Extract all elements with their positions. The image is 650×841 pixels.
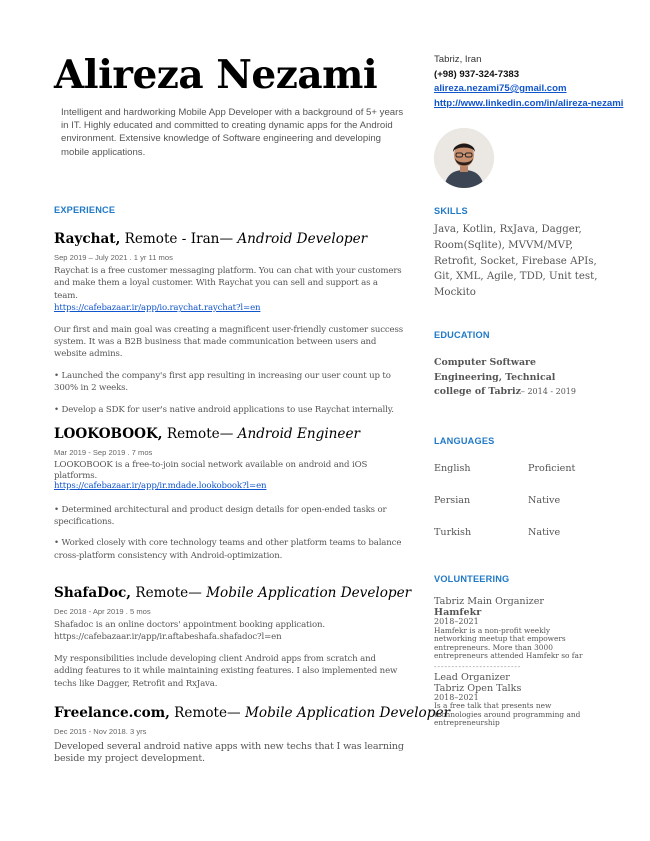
language-row: [434, 463, 594, 474]
job-date: Mar 2019 - Sep 2019 . 7 mos: [54, 448, 153, 457]
job-bullet: • Worked closely with core technology teams and other platform teams to balance cross-platform consistency with Android-optimization.: [54, 538, 402, 561]
job-role: Android Developer: [237, 231, 368, 247]
education-entry: [434, 356, 584, 400]
job-bullet: • Determined architectural and product design details for open-ended tasks or specifications.: [54, 504, 387, 527]
avatar: [434, 128, 494, 188]
job-company: LOOKOBOOK,: [54, 426, 163, 442]
language-row: [434, 527, 594, 538]
contact-city: Tabriz, Iran: [434, 54, 482, 65]
volunteer-years: 2018–2021: [434, 692, 479, 702]
job-app-link[interactable]: https://cafebazaar.ir/app/ir.mdade.lookobook?l=en: [54, 481, 267, 491]
summary: Intelligent and hardworking Mobile App Developer with a background of 5+ years in IT. Highly educated and committed to creating dynamic apps for the Android environment. Extensive knowledge of Software engineering and developing mobile applications.: [61, 107, 404, 158]
language-level: Native: [528, 495, 561, 506]
job-description-text: Raychat is a free customer messaging platform. You can chat with your customers and make them a loyal customer. With Raychat you can sell and support as a team.: [54, 266, 402, 301]
volunteer-description: Is a free talk that presents new technologies around programming and entrepreneurship: [434, 701, 581, 727]
job-description: Developed several android native apps with new techs that I was learning beside my project development.: [54, 741, 404, 764]
job-role: Android Engineer: [237, 426, 361, 442]
languages-heading: LANGUAGES: [434, 436, 495, 446]
job-location: Remote—: [131, 585, 207, 601]
volunteer-role: Lead Organizer: [434, 671, 510, 683]
job-title: [54, 426, 404, 442]
volunteer-org: Tabriz Open Talks: [434, 682, 522, 694]
skills-list: Java, Kotlin, RxJava, Dagger, Room(Sqlite), MVVM/MVP, Retrofit, Socket, Firebase APIs, Git, XML, Agile, TDD, Unit test, Mockito: [434, 224, 598, 299]
volunteering-heading: VOLUNTEERING: [434, 574, 510, 584]
job-description: [54, 619, 404, 644]
job-bullet: • Launched the company's first app resulting in increasing our user count up to 300% in 2 weeks.: [54, 370, 391, 394]
job-app-link[interactable]: https://cafebazaar.ir/app/io.raychat.raychat?l=en: [54, 303, 261, 314]
language-name: Persian: [434, 495, 471, 506]
job-bullet: • Develop a SDK for user's native android applications to use Raychat internally.: [54, 404, 394, 415]
job-location: Remote—: [169, 705, 245, 721]
job-description-text: Shafadoc is an online doctors' appointment booking application.: [54, 620, 325, 630]
job-title: [54, 585, 412, 601]
language-row: [434, 495, 594, 506]
job-entry: [54, 231, 404, 416]
job-location: Remote - Iran—: [120, 231, 238, 247]
job-app-link[interactable]: https://cafebazaar.ir/app/ir.aftabeshafa.shafadoc?l=en: [54, 632, 282, 643]
job-company: ShafaDoc,: [54, 585, 132, 601]
volunteering-list: [434, 596, 584, 728]
education-degree: Computer Software Engineering, Technical college of Tabriz: [434, 357, 556, 398]
language-name: English: [434, 463, 471, 474]
language-level: Native: [528, 527, 561, 538]
skills-heading: SKILLS: [434, 206, 468, 216]
resume-name: Alireza Nezami: [54, 52, 378, 98]
contact-block: [434, 53, 624, 111]
job-entry: [54, 705, 450, 765]
language-level: Proficient: [528, 463, 576, 474]
volunteer-org: Hamfekr: [434, 607, 482, 618]
job-title: [54, 705, 450, 721]
job-role: Mobile Application Developer: [206, 585, 412, 601]
contact-linkedin-link[interactable]: http://www.linkedin.com/in/alireza-nezami: [434, 97, 624, 109]
job-description-text: LOOKOBOOK is a free-to-join social network available on android and iOS platforms.: [54, 460, 368, 481]
job-description: [54, 265, 404, 315]
experience-heading: EXPERIENCE: [54, 205, 116, 215]
job-company: Raychat,: [54, 231, 121, 247]
volunteer-years: 2018–2021: [434, 617, 479, 626]
job-entry: [54, 585, 412, 690]
job-role: Mobile Application Developer: [244, 705, 450, 721]
job-paragraph: Our first and main goal was creating a magnificent user-friendly customer success system. It was a B2B business that made communication between users and website admins.: [54, 324, 404, 360]
language-name: Turkish: [434, 527, 472, 538]
education-years: – 2014 - 2019: [520, 387, 576, 397]
volunteer-role: Tabriz Main Organizer: [434, 596, 544, 607]
job-date: Dec 2018 - Apr 2019 . 5 mos: [54, 607, 151, 616]
job-date: Dec 2015 - Nov 2018. 3 yrs: [54, 727, 147, 736]
divider: -------------------------: [434, 661, 522, 671]
job-location: Remote—: [162, 426, 238, 442]
job-paragraph: My responsibilities include developing client Android apps from scratch and adding features to it while maintaining existing features. I also implemented new techs like Dagger, Retrofit and RxJava.: [54, 653, 398, 689]
job-company: Freelance.com,: [54, 705, 170, 721]
volunteer-description: Hamfekr is a non-profit weekly networking meetup that empowers entrepreneurs. More than 3000 entrepreneurs attended Hamfekr so far: [434, 625, 583, 660]
job-entry: [54, 426, 404, 562]
contact-phone: (+98) 937-324-7383: [434, 68, 520, 80]
contact-email-link[interactable]: alireza.nezami75@gmail.com: [434, 83, 567, 94]
education-heading: EDUCATION: [434, 330, 490, 340]
job-description: [54, 460, 404, 492]
job-title: [54, 231, 404, 247]
job-date: Sep 2019 – July 2021 . 1 yr 11 mos: [54, 253, 173, 262]
